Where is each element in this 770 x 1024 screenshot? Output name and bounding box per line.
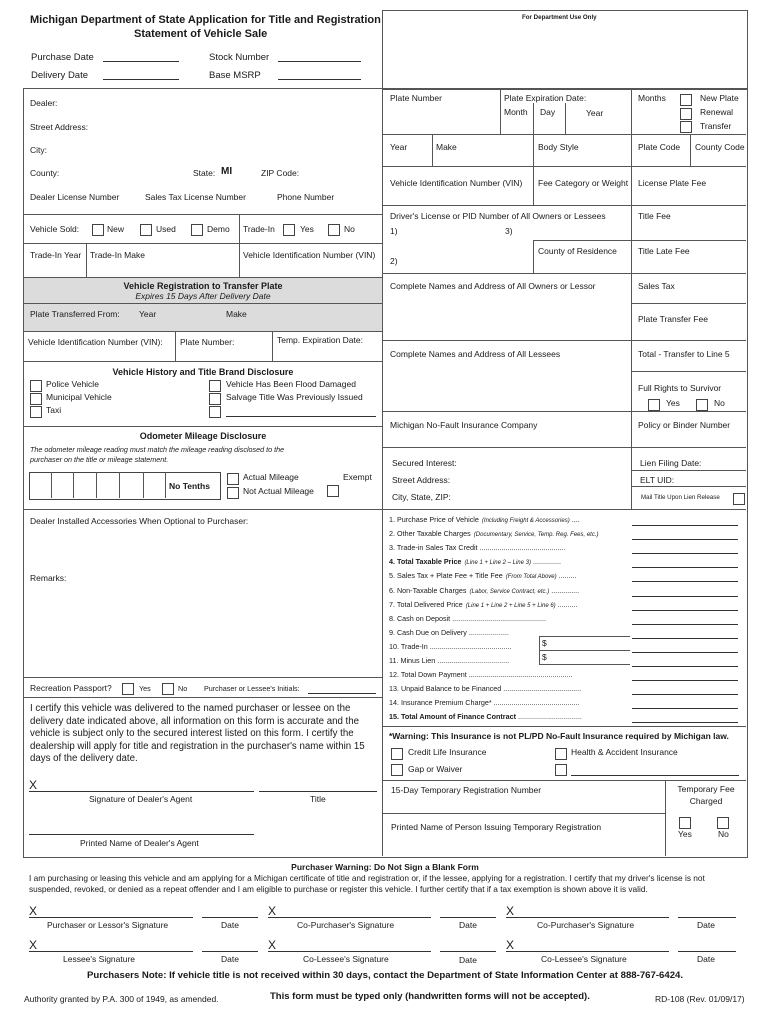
policy-number-label: Policy or Binder Number bbox=[638, 420, 731, 430]
temp-fee-yes-label: Yes bbox=[678, 829, 692, 839]
calc-line-leader: ......................................... bbox=[429, 641, 512, 651]
calc-line-amount-field[interactable] bbox=[632, 624, 738, 625]
secured-interest-label: Secured Interest: bbox=[392, 458, 457, 468]
dealer-zip-label: ZIP Code: bbox=[261, 168, 300, 178]
lessee-signature-label: Lessee's Signature bbox=[63, 954, 136, 964]
calc-line-9 bbox=[389, 628, 509, 637]
dealer-x-mark: X bbox=[29, 778, 38, 792]
calc-line-6 bbox=[389, 586, 579, 595]
vehicle-make-label: Make bbox=[436, 142, 457, 152]
calc-line-label: 13. Unpaid Balance to be Financed bbox=[389, 684, 502, 694]
health-accident-checkbox[interactable] bbox=[555, 748, 567, 760]
mail-title-checkbox[interactable] bbox=[733, 493, 745, 505]
calc-line-amount-field[interactable] bbox=[632, 581, 738, 582]
temp-registration-number-label: 15-Day Temporary Registration Number bbox=[391, 785, 542, 795]
exempt-checkbox[interactable] bbox=[327, 485, 339, 497]
lien-amount-box[interactable] bbox=[539, 650, 630, 665]
dealer-agent-signature-line[interactable] bbox=[29, 791, 254, 792]
purchaser-date-label: Date bbox=[221, 920, 239, 930]
license-plate-fee-label: License Plate Fee bbox=[638, 178, 707, 188]
county-code-label: County Code bbox=[695, 142, 745, 152]
remarks-label: Remarks: bbox=[30, 573, 67, 583]
calc-line-amount-field[interactable] bbox=[632, 708, 738, 709]
calc-line-label: 8. Cash on Deposit bbox=[389, 613, 451, 623]
lessee-date-label: Date bbox=[221, 954, 239, 964]
copurchaser-1-x-mark: X bbox=[268, 904, 277, 918]
insurance-company-label: Michigan No-Fault Insurance Company bbox=[390, 420, 538, 430]
not-actual-mileage-checkbox[interactable] bbox=[227, 487, 239, 499]
other-insurance-checkbox[interactable] bbox=[555, 764, 567, 776]
calc-line-amount-field[interactable] bbox=[632, 596, 738, 597]
recreation-yes-checkbox[interactable] bbox=[122, 683, 134, 695]
odometer-note-2: purchaser on the title or mileage statement. bbox=[30, 455, 169, 464]
calc-line-10 bbox=[389, 642, 512, 651]
calc-line-amount-field[interactable] bbox=[632, 525, 738, 526]
calc-line-amount-field[interactable] bbox=[632, 666, 738, 667]
purchaser-signature-label: Purchaser or Lessor's Signature bbox=[47, 920, 169, 930]
calc-line-note: (Documentary, Service, Temp. Reg. Fees, etc.) bbox=[473, 532, 599, 539]
temp-issuer-printed-label: Printed Name of Person Issuing Temporary Registration bbox=[391, 822, 602, 832]
stock-number-field[interactable] bbox=[278, 61, 361, 62]
secured-street-label: Street Address: bbox=[392, 475, 451, 485]
transfer-plate-number-label: Plate Number: bbox=[180, 337, 235, 347]
temp-fee-label-1: Temporary Fee bbox=[677, 784, 735, 794]
transfer-title: Vehicle Registration to Transfer Plate bbox=[123, 281, 283, 291]
calc-line-12 bbox=[389, 670, 573, 679]
no-tenths-label: No Tenths bbox=[169, 481, 210, 491]
plate-exp-month-label: Month bbox=[504, 107, 528, 117]
copurchaser-1-date-line[interactable] bbox=[440, 917, 496, 918]
dealer-county-label: County: bbox=[30, 168, 60, 178]
odometer-title: Odometer Mileage Disclosure bbox=[139, 431, 267, 441]
dealer-state-label: State: bbox=[193, 168, 216, 178]
calc-line-amount-field[interactable] bbox=[632, 652, 738, 653]
not-actual-mileage-label: Not Actual Mileage bbox=[243, 486, 314, 496]
lessee-signature-line[interactable] bbox=[29, 951, 193, 952]
owner-3-label: 3) bbox=[505, 226, 513, 236]
calc-line-amount-field[interactable] bbox=[632, 680, 738, 681]
actual-mileage-checkbox[interactable] bbox=[227, 473, 239, 485]
dealer-certification-text: I certify this vehicle was delivered to the named purchaser or lessee on the delivery date indicated above, all information on this form is accurate and the vehicle is subject only to the secured interest listed on this form. I certify the dealership will apply for title and registration in the purchaser's name within 15 days of the delivery date. bbox=[30, 703, 365, 764]
gap-waiver-checkbox[interactable] bbox=[391, 764, 403, 776]
plate-exp-day-label: Day bbox=[540, 107, 556, 117]
transfer-make-label: Make bbox=[226, 309, 247, 319]
colessee-1-signature-line[interactable] bbox=[268, 951, 431, 952]
owner-2-label: 2) bbox=[390, 256, 398, 266]
dealer-agent-printed-line[interactable] bbox=[29, 834, 254, 835]
other-insurance-field[interactable] bbox=[571, 775, 739, 776]
tradein-make-label: Trade-In Make bbox=[90, 250, 145, 260]
stock-number-label: Stock Number bbox=[209, 52, 270, 63]
municipal-checkbox[interactable] bbox=[30, 393, 42, 405]
calc-line-2 bbox=[389, 529, 601, 538]
municipal-label: Municipal Vehicle bbox=[46, 392, 112, 402]
initials-label: Purchaser or Lessee's Initials: bbox=[204, 684, 300, 693]
transfer-label: Transfer bbox=[700, 121, 732, 131]
form-title: Michigan Department of State Application for Title and Registration bbox=[30, 14, 381, 26]
recreation-no-checkbox[interactable] bbox=[162, 683, 174, 695]
purchasers-note: Purchasers Note: If vehicle title is not received within 30 days, contact the Department of State Information Center at 888-767-6424. bbox=[86, 970, 684, 981]
calc-line-leader: .............. bbox=[533, 557, 561, 567]
new-plate-checkbox[interactable] bbox=[680, 94, 692, 106]
calc-line-amount-field[interactable] bbox=[632, 539, 738, 540]
calc-line-label: 1. Purchase Price of Vehicle bbox=[389, 515, 479, 524]
transfer-year-label: Year bbox=[139, 309, 157, 319]
colessee-2-signature-line[interactable] bbox=[506, 951, 669, 952]
calc-line-leader: .......... bbox=[557, 599, 578, 609]
credit-life-label: Credit Life Insurance bbox=[408, 747, 487, 757]
calc-line-amount-field[interactable] bbox=[632, 553, 738, 554]
calc-line-5 bbox=[389, 571, 577, 580]
calc-line-leader: .............. bbox=[551, 585, 580, 595]
lessees-address-label: Complete Names and Address of All Lessees bbox=[390, 349, 561, 359]
vin-label: Vehicle Identification Number (VIN) bbox=[390, 178, 523, 188]
new-checkbox[interactable] bbox=[92, 224, 104, 236]
tradein-year-label: Trade-In Year bbox=[30, 250, 82, 260]
total-transfer-label: Total - Transfer to Line 5 bbox=[638, 349, 730, 359]
vehicle-year-label: Year bbox=[390, 142, 408, 152]
colessee-1-date-label: Date bbox=[459, 955, 477, 965]
dl-pid-label: Driver's License or PID Number of All Owners or Lessees bbox=[390, 211, 606, 221]
demo-label: Demo bbox=[207, 224, 230, 234]
temp-fee-yes-checkbox[interactable] bbox=[679, 817, 691, 829]
tradein-no-checkbox[interactable] bbox=[328, 224, 340, 236]
tradein-vin-label: Vehicle Identification Number (VIN) bbox=[243, 250, 376, 260]
calc-line-amount-field[interactable] bbox=[632, 638, 738, 639]
taxi-label: Taxi bbox=[46, 405, 62, 415]
purchase-date-field[interactable] bbox=[103, 61, 179, 62]
temp-fee-no-checkbox[interactable] bbox=[717, 817, 729, 829]
new-label: New bbox=[107, 224, 125, 234]
calc-line-label: 7. Total Delivered Price bbox=[389, 599, 463, 609]
calc-line-7 bbox=[389, 600, 578, 609]
center-divider bbox=[382, 88, 383, 856]
calc-line-leader: ....................................... bbox=[503, 684, 582, 694]
new-plate-label: New Plate bbox=[700, 93, 739, 103]
calc-line-leader: ........................................... bbox=[493, 698, 580, 708]
base-msrp-field[interactable] bbox=[278, 79, 361, 80]
fee-category-label: Fee Category or Weight bbox=[538, 178, 629, 188]
other-history-field[interactable] bbox=[226, 416, 376, 417]
calc-line-4 bbox=[389, 557, 561, 566]
calc-line-label: 15. Total Amount of Finance Contract bbox=[389, 712, 516, 722]
plate-from-label: Plate Transferred From: bbox=[30, 309, 120, 319]
dealer-phone-label: Phone Number bbox=[277, 192, 335, 202]
dealer-license-label: Dealer License Number bbox=[30, 192, 120, 202]
calc-line-label: 2. Other Taxable Charges bbox=[389, 529, 471, 539]
gap-waiver-label: Gap or Waiver bbox=[408, 764, 463, 774]
calc-line-14 bbox=[389, 698, 580, 707]
colessee-1-x-mark: X bbox=[268, 938, 277, 952]
insurance-warning: *Warning: This Insurance is not PL/PD No-Fault Insurance required by Michigan law. bbox=[389, 731, 729, 741]
recreation-passport-label: Recreation Passport? bbox=[30, 683, 112, 693]
accessories-label: Dealer Installed Accessories When Optional to Purchaser: bbox=[30, 516, 249, 526]
calc-line-leader: ......... bbox=[558, 571, 577, 581]
calc-line-label: 3. Trade-in Sales Tax Credit bbox=[389, 543, 478, 553]
tradein-label: Trade-In bbox=[243, 224, 275, 234]
calc-line-label: 9. Cash Due on Delivery bbox=[389, 627, 467, 637]
calc-line-label: 10. Trade-In bbox=[389, 641, 428, 651]
calc-line-1 bbox=[389, 515, 580, 524]
used-label: Used bbox=[156, 224, 176, 234]
body-style-label: Body Style bbox=[538, 142, 579, 152]
calc-line-amount-field[interactable] bbox=[632, 567, 738, 568]
calc-line-3 bbox=[389, 543, 565, 552]
survivor-yes-label: Yes bbox=[666, 398, 680, 408]
salvage-label: Salvage Title Was Previously Issued bbox=[226, 392, 363, 402]
health-accident-label: Health & Accident Insurance bbox=[571, 747, 678, 757]
calc-line-note: (From Total Above) bbox=[505, 574, 557, 581]
mail-title-label: Mail Title Upon Lien Release bbox=[641, 494, 720, 501]
base-msrp-label: Base MSRP bbox=[209, 70, 261, 81]
secured-city-label: City, State, ZIP: bbox=[392, 492, 451, 502]
dealer-agent-printed-label: Printed Name of Dealer's Agent bbox=[80, 838, 199, 848]
form-subtitle: Statement of Vehicle Sale bbox=[134, 28, 268, 40]
copurchaser-2-signature-line[interactable] bbox=[506, 917, 669, 918]
dealer-agent-title-label: Title bbox=[310, 794, 326, 804]
calc-line-amount-field[interactable] bbox=[632, 722, 738, 723]
transfer-checkbox[interactable] bbox=[680, 121, 692, 133]
plate-code-label: Plate Code bbox=[638, 142, 681, 152]
recreation-no-label: No bbox=[178, 684, 188, 693]
taxi-checkbox[interactable] bbox=[30, 406, 42, 418]
delivery-date-label: Delivery Date bbox=[31, 70, 89, 81]
full-rights-survivor-label: Full Rights to Survivor bbox=[638, 383, 722, 393]
calc-line-amount-field[interactable] bbox=[632, 694, 738, 695]
authority-text: Authority granted by P.A. 300 of 1949, as amended. bbox=[24, 994, 219, 1004]
colessee-1-signature-label: Co-Lessee's Signature bbox=[303, 954, 389, 964]
survivor-no-checkbox[interactable] bbox=[696, 399, 708, 411]
tradein-yes-label: Yes bbox=[300, 224, 314, 234]
recreation-yes-label: Yes bbox=[139, 684, 151, 693]
colessee-2-x-mark: X bbox=[506, 938, 515, 952]
tradein-yes-checkbox[interactable] bbox=[283, 224, 295, 236]
purchaser-x-mark: X bbox=[29, 904, 38, 918]
transfer-subtitle: Expires 15 Days After Delivery Date bbox=[135, 291, 271, 301]
initials-field[interactable] bbox=[308, 693, 376, 694]
history-title: Vehicle History and Title Brand Disclosure bbox=[112, 367, 294, 377]
dealer-street-label: Street Address: bbox=[30, 122, 89, 132]
purchaser-certification-line-1: I am purchasing or leasing this vehicle and am applying for a Michigan certificate of title and registration or, if the lessee, applying for a registration. I certify that my driver's license is not bbox=[29, 873, 705, 883]
copurchaser-1-date-label: Date bbox=[459, 920, 477, 930]
credit-life-checkbox[interactable] bbox=[391, 748, 403, 760]
purchaser-signature-line[interactable] bbox=[29, 917, 193, 918]
tradein-amount-box[interactable] bbox=[539, 636, 630, 651]
transfer-vin-label: Vehicle Identification Number (VIN): bbox=[28, 337, 163, 347]
calc-line-amount-field[interactable] bbox=[632, 610, 738, 611]
months-label: Months bbox=[638, 93, 666, 103]
calc-line-label: 6. Non-Taxable Charges bbox=[389, 585, 467, 595]
copurchaser-2-date-line[interactable] bbox=[678, 917, 736, 918]
calc-line-leader: .................... bbox=[468, 627, 509, 637]
renewal-label: Renewal bbox=[700, 107, 734, 117]
calc-line-leader: ............................................... bbox=[452, 613, 546, 623]
lien-dollar-sign: $ bbox=[542, 652, 547, 662]
plate-number-label: Plate Number bbox=[390, 93, 442, 103]
colessee-2-signature-label: Co-Lessee's Signature bbox=[541, 954, 627, 964]
purchase-date-label: Purchase Date bbox=[31, 52, 94, 63]
lessee-x-mark: X bbox=[29, 938, 38, 952]
delivery-date-field[interactable] bbox=[103, 79, 179, 80]
calc-line-label: 12. Total Down Payment bbox=[389, 670, 467, 680]
purchaser-certification-line-2: suspended, revoked, or denied as a repeat offender and I am eligible to purchase or register this vehicle. I further certify that if a tax exemption is shown above it is valid. bbox=[29, 884, 648, 894]
calc-line-leader: ........................................... bbox=[479, 543, 566, 553]
other-history-checkbox[interactable] bbox=[209, 406, 221, 418]
form-id: RD-108 (Rev. 01/09/17) bbox=[655, 994, 745, 1004]
lessee-date-line[interactable] bbox=[202, 951, 258, 952]
copurchaser-1-signature-label: Co-Purchaser's Signature bbox=[297, 920, 395, 930]
purchaser-date-line[interactable] bbox=[202, 917, 258, 918]
dealer-city-label: City: bbox=[30, 145, 47, 155]
copurchaser-2-signature-label: Co-Purchaser's Signature bbox=[537, 920, 635, 930]
survivor-no-label: No bbox=[714, 398, 725, 408]
demo-checkbox[interactable] bbox=[191, 224, 203, 236]
calc-line-leader: .................................... bbox=[437, 656, 510, 665]
owner-1-label: 1) bbox=[390, 226, 398, 236]
calc-line-label: 5. Sales Tax + Plate Fee + Title Fee bbox=[389, 571, 503, 581]
department-use-box bbox=[382, 10, 748, 90]
calc-line-note: (Labor, Service Contract, etc.) bbox=[469, 588, 550, 595]
calc-line-13 bbox=[389, 684, 581, 693]
purchaser-warning-title: Purchaser Warning: Do Not Sign a Blank Form bbox=[291, 862, 479, 872]
temp-fee-no-label: No bbox=[718, 829, 729, 839]
copurchaser-2-x-mark: X bbox=[506, 904, 515, 918]
actual-mileage-label: Actual Mileage bbox=[243, 472, 299, 482]
police-checkbox[interactable] bbox=[30, 380, 42, 392]
plate-transfer-fee-label: Plate Transfer Fee bbox=[638, 314, 708, 324]
title-late-fee-label: Title Late Fee bbox=[638, 246, 690, 256]
flood-checkbox[interactable] bbox=[209, 380, 221, 392]
colessee-2-date-label: Date bbox=[697, 954, 715, 964]
calc-line-15 bbox=[389, 712, 582, 721]
calc-line-11 bbox=[389, 656, 509, 665]
plate-expiration-label: Plate Expiration Date: bbox=[504, 93, 587, 103]
copurchaser-2-date-label: Date bbox=[697, 920, 715, 930]
calc-line-8 bbox=[389, 614, 546, 623]
sales-tax-license-label: Sales Tax License Number bbox=[145, 192, 246, 202]
used-checkbox[interactable] bbox=[140, 224, 152, 236]
calc-line-label: 11. Minus Lien bbox=[389, 656, 436, 665]
dealer-agent-title-line[interactable] bbox=[259, 791, 377, 792]
county-residence-label: County of Residence bbox=[538, 246, 617, 256]
renewal-checkbox[interactable] bbox=[680, 108, 692, 120]
typed-only-notice: This form must be typed only (handwritten forms will not be accepted). bbox=[270, 991, 590, 1002]
temp-fee-label-2: Charged bbox=[689, 796, 723, 806]
lien-filing-date-label: Lien Filing Date: bbox=[640, 458, 702, 468]
police-label: Police Vehicle bbox=[46, 379, 99, 389]
calc-line-label: 4. Total Taxable Price bbox=[389, 557, 462, 567]
salvage-checkbox[interactable] bbox=[209, 393, 221, 405]
calc-line-note: (Line 1 + Line 2 + Line 5 + Line 6) bbox=[465, 602, 556, 609]
dealer-agent-signature-label: Signature of Dealer's Agent bbox=[89, 794, 193, 804]
tradein-dollar-sign: $ bbox=[542, 638, 547, 648]
elt-uid-label: ELT UID: bbox=[640, 475, 675, 485]
calc-line-note: (Including Freight & Accessories) bbox=[481, 518, 570, 524]
owners-address-label: Complete Names and Address of All Owners or Lessor bbox=[390, 281, 596, 291]
calc-line-leader: ................................ bbox=[517, 712, 582, 722]
colessee-1-date-line[interactable] bbox=[440, 951, 496, 952]
title-fee-label: Title Fee bbox=[638, 211, 671, 221]
calc-line-note: (Line 1 + Line 2 – Line 3) bbox=[464, 560, 531, 567]
exempt-label: Exempt bbox=[343, 472, 372, 482]
sales-tax-label: Sales Tax bbox=[638, 281, 675, 291]
flood-label: Vehicle Has Been Flood Damaged bbox=[226, 379, 356, 389]
colessee-2-date-line[interactable] bbox=[678, 951, 736, 952]
odometer-note-1: The odometer mileage reading must match the mileage reading disclosed to the bbox=[30, 445, 285, 454]
plate-exp-year-label: Year bbox=[586, 108, 604, 118]
department-use-label: For Department Use Only bbox=[522, 14, 597, 21]
temp-expiration-label: Temp. Expiration Date: bbox=[277, 335, 363, 345]
calc-line-label: 14. Insurance Premium Charge* bbox=[389, 698, 492, 708]
vehicle-sold-label: Vehicle Sold: bbox=[30, 224, 80, 234]
calc-line-leader: .................................................... bbox=[468, 670, 573, 680]
tradein-no-label: No bbox=[344, 224, 355, 234]
survivor-yes-checkbox[interactable] bbox=[648, 399, 660, 411]
dealer-state-value: MI bbox=[221, 166, 233, 177]
dealer-label: Dealer: bbox=[30, 98, 58, 108]
copurchaser-1-signature-line[interactable] bbox=[268, 917, 431, 918]
calc-line-leader: .... bbox=[571, 515, 580, 524]
